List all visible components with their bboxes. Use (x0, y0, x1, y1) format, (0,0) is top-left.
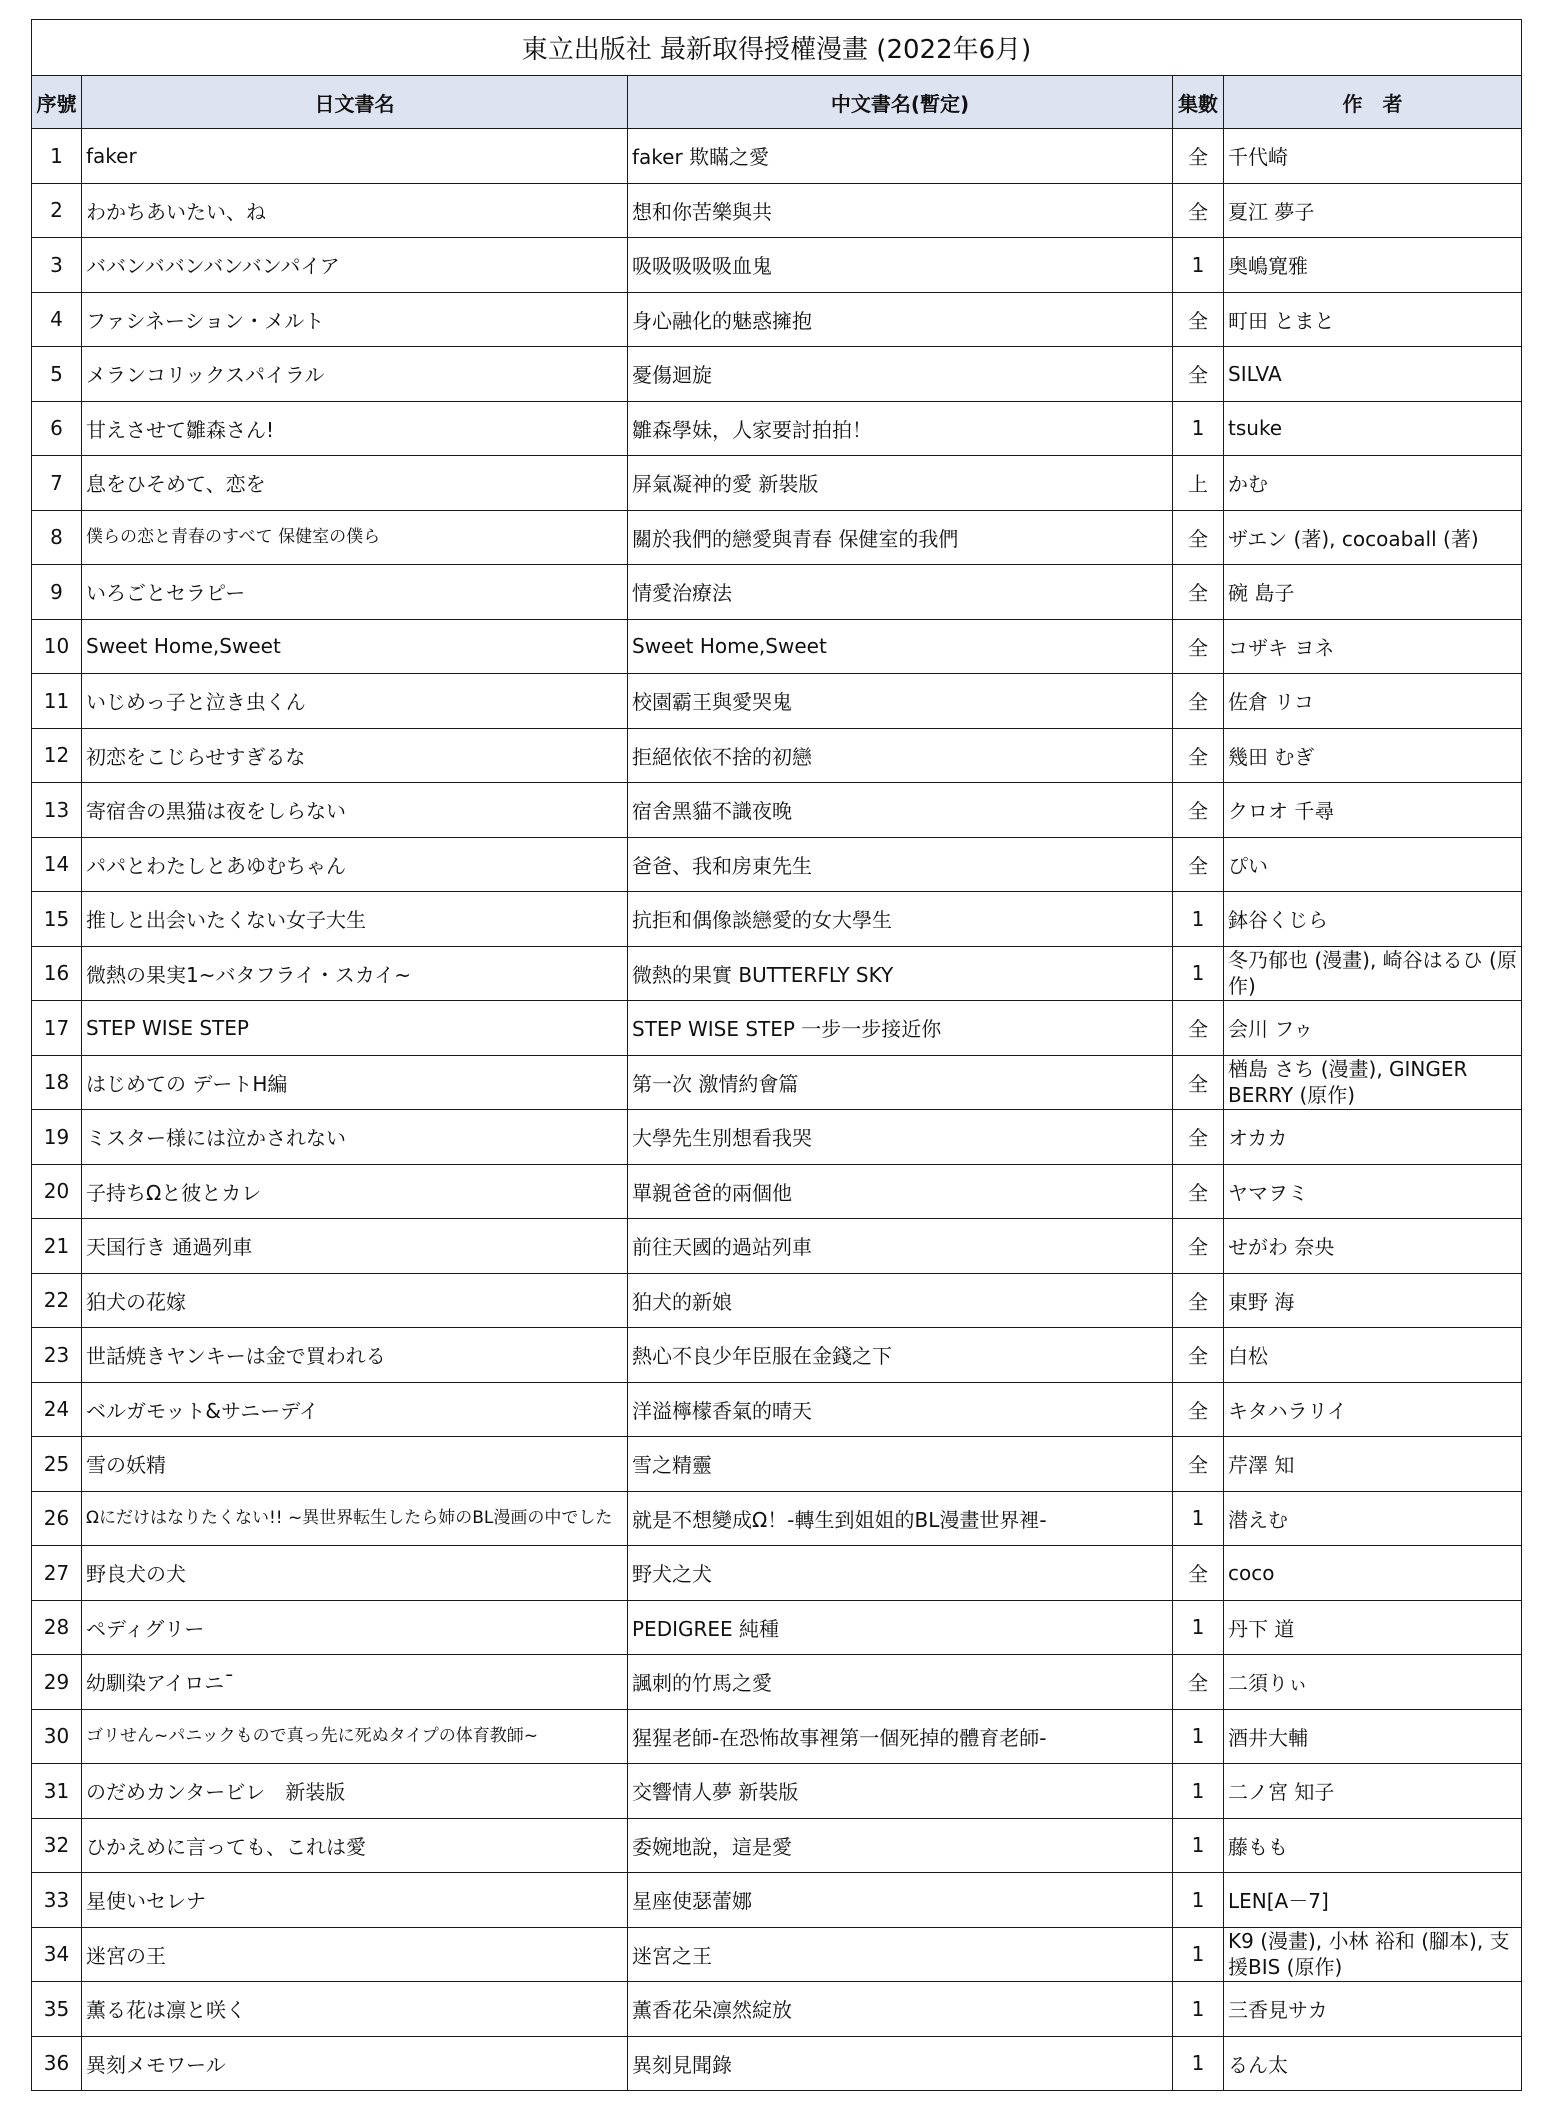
volume-count: 全 (1173, 1001, 1224, 1056)
author-name: るん太 (1224, 2036, 1522, 2091)
japanese-title: 息をひそめて、恋を (82, 456, 628, 511)
manga-license-table (31, 19, 1522, 2091)
row-number: 9 (32, 565, 82, 620)
chinese-title: 諷刺的竹馬之愛 (628, 1655, 1173, 1710)
row-number: 34 (32, 1927, 82, 1982)
author-name: 千代崎 (1224, 129, 1522, 184)
row-number: 36 (32, 2036, 82, 2091)
table-row (32, 1382, 1522, 1437)
author-name: ザエン (著), cocoaball (著) (1224, 510, 1522, 565)
row-number: 17 (32, 1001, 82, 1056)
row-number: 7 (32, 456, 82, 511)
japanese-title: ババンババンバンバンパイア (82, 238, 628, 293)
japanese-title: 微熱の果実1~バタフライ・スカイ~ (82, 946, 628, 1001)
table-row (32, 1273, 1522, 1328)
japanese-title: ベルガモット&サニーデイ (82, 1382, 628, 1437)
header-volumes: 集數 (1173, 76, 1224, 129)
row-number: 4 (32, 292, 82, 347)
table-row (32, 401, 1522, 456)
row-number: 5 (32, 347, 82, 402)
row-number: 24 (32, 1382, 82, 1437)
row-number: 23 (32, 1328, 82, 1383)
volume-count: 全 (1173, 1219, 1224, 1274)
volume-count: 1 (1173, 1709, 1224, 1764)
table-row (32, 238, 1522, 293)
author-name: coco (1224, 1546, 1522, 1601)
author-name: 白松 (1224, 1328, 1522, 1383)
author-name: クロオ 千尋 (1224, 783, 1522, 838)
author-name: LEN[A－7] (1224, 1873, 1522, 1928)
japanese-title: 甘えさせて雛森さん! (82, 401, 628, 456)
volume-count: 全 (1173, 837, 1224, 892)
chinese-title: 洋溢檸檬香氣的晴天 (628, 1382, 1173, 1437)
chinese-title: 關於我們的戀愛與青春 保健室的我們 (628, 510, 1173, 565)
table-row (32, 1328, 1522, 1383)
japanese-title: いろごとセラピー (82, 565, 628, 620)
chinese-title: 第一次 激情約會篇 (628, 1055, 1173, 1110)
author-name: 東野 海 (1224, 1273, 1522, 1328)
author-name: キタハラリイ (1224, 1382, 1522, 1437)
chinese-title: 情愛治療法 (628, 565, 1173, 620)
row-number: 10 (32, 619, 82, 674)
chinese-title: 拒絕依依不捨的初戀 (628, 728, 1173, 783)
table-title: 東立出版社 最新取得授權漫畫 (2022年6月) (32, 20, 1522, 76)
table-row (32, 510, 1522, 565)
table-row (32, 728, 1522, 783)
table-row (32, 619, 1522, 674)
author-name: 碗 島子 (1224, 565, 1522, 620)
japanese-title: 野良犬の犬 (82, 1546, 628, 1601)
volume-count: 全 (1173, 1055, 1224, 1110)
volume-count: 全 (1173, 619, 1224, 674)
author-name: 町田 とまと (1224, 292, 1522, 347)
author-name: 酒井大輔 (1224, 1709, 1522, 1764)
table-row (32, 2036, 1522, 2091)
table-row (32, 1709, 1522, 1764)
volume-count: 1 (1173, 1927, 1224, 1982)
volume-count: 全 (1173, 183, 1224, 238)
japanese-title: ミスター様には泣かされない (82, 1110, 628, 1165)
chinese-title: 大學先生別想看我哭 (628, 1110, 1173, 1165)
japanese-title: 寄宿舎の黒猫は夜をしらない (82, 783, 628, 838)
header-number: 序號 (32, 76, 82, 129)
chinese-title: 熱心不良少年臣服在金錢之下 (628, 1328, 1173, 1383)
author-name: 二須りぃ (1224, 1655, 1522, 1710)
table-row (32, 946, 1522, 1001)
volume-count: 全 (1173, 129, 1224, 184)
japanese-title: faker (82, 129, 628, 184)
table-row (32, 1055, 1522, 1110)
chinese-title: 雪之精靈 (628, 1437, 1173, 1492)
row-number: 32 (32, 1818, 82, 1873)
chinese-title: 野犬之犬 (628, 1546, 1173, 1601)
table-row (32, 674, 1522, 729)
table-row (32, 1491, 1522, 1546)
table-row (32, 1219, 1522, 1274)
japanese-title: 薫る花は凛と咲く (82, 1982, 628, 2037)
chinese-title: 吸吸吸吸吸血鬼 (628, 238, 1173, 293)
japanese-title: STEP WISE STEP (82, 1001, 628, 1056)
table-row (32, 1110, 1522, 1165)
japanese-title: パパとわたしとあゆむちゃん (82, 837, 628, 892)
author-name: コザキ ヨネ (1224, 619, 1522, 674)
chinese-title: 雛森學妹，人家要討拍拍！ (628, 401, 1173, 456)
chinese-title: 猩猩老師-在恐怖故事裡第一個死掉的體育老師- (628, 1709, 1173, 1764)
author-name: SILVA (1224, 347, 1522, 402)
chinese-title: Sweet Home,Sweet (628, 619, 1173, 674)
japanese-title: ペディグリー (82, 1600, 628, 1655)
row-number: 26 (32, 1491, 82, 1546)
row-number: 29 (32, 1655, 82, 1710)
header-chinese-title: 中文書名(暫定) (628, 76, 1173, 129)
row-number: 8 (32, 510, 82, 565)
volume-count: 上 (1173, 456, 1224, 511)
author-name: 三香見サカ (1224, 1982, 1522, 2037)
author-name: 楢島 さち (漫畫), GINGER BERRY (原作) (1224, 1055, 1522, 1110)
row-number: 2 (32, 183, 82, 238)
volume-count: 1 (1173, 401, 1224, 456)
table-row (32, 347, 1522, 402)
table-row (32, 1164, 1522, 1219)
row-number: 33 (32, 1873, 82, 1928)
chinese-title: 單親爸爸的兩個他 (628, 1164, 1173, 1219)
chinese-title: 迷宮之王 (628, 1927, 1173, 1982)
author-name: 鉢谷くじら (1224, 892, 1522, 947)
chinese-title: faker 欺瞞之愛 (628, 129, 1173, 184)
author-name: かむ (1224, 456, 1522, 511)
author-name: ヤマヲミ (1224, 1164, 1522, 1219)
japanese-title: 幼馴染アイロニ¯ (82, 1655, 628, 1710)
japanese-title: 雪の妖精 (82, 1437, 628, 1492)
row-number: 30 (32, 1709, 82, 1764)
japanese-title: 世話焼きヤンキーは金で買われる (82, 1328, 628, 1383)
chinese-title: 星座使瑟蕾娜 (628, 1873, 1173, 1928)
japanese-title: ひかえめに言っても、これは愛 (82, 1818, 628, 1873)
volume-count: 全 (1173, 728, 1224, 783)
table-row (32, 1655, 1522, 1710)
row-number: 11 (32, 674, 82, 729)
row-number: 16 (32, 946, 82, 1001)
chinese-title: 身心融化的魅惑擁抱 (628, 292, 1173, 347)
chinese-title: 爸爸、我和房東先生 (628, 837, 1173, 892)
table-body (32, 129, 1522, 2091)
volume-count: 全 (1173, 1382, 1224, 1437)
japanese-title: 推しと出会いたくない女子大生 (82, 892, 628, 947)
japanese-title: ファシネーション・メルト (82, 292, 628, 347)
table-row (32, 292, 1522, 347)
volume-count: 全 (1173, 565, 1224, 620)
author-name: 夏江 夢子 (1224, 183, 1522, 238)
row-number: 22 (32, 1273, 82, 1328)
table-row (32, 1546, 1522, 1601)
volume-count: 1 (1173, 238, 1224, 293)
table-row (32, 456, 1522, 511)
japanese-title: のだめカンタービレ 新装版 (82, 1764, 628, 1819)
volume-count: 1 (1173, 946, 1224, 1001)
author-name: 藤もも (1224, 1818, 1522, 1873)
volume-count: 1 (1173, 1600, 1224, 1655)
author-name: tsuke (1224, 401, 1522, 456)
table-row (32, 1873, 1522, 1928)
chinese-title: STEP WISE STEP 一步一步接近你 (628, 1001, 1173, 1056)
chinese-title: 宿舍黑貓不識夜晚 (628, 783, 1173, 838)
japanese-title: 子持ちΩと彼とカレ (82, 1164, 628, 1219)
volume-count: 1 (1173, 1764, 1224, 1819)
chinese-title: 屏氣凝神的愛 新裝版 (628, 456, 1173, 511)
row-number: 1 (32, 129, 82, 184)
row-number: 3 (32, 238, 82, 293)
volume-count: 1 (1173, 1982, 1224, 2037)
row-number: 21 (32, 1219, 82, 1274)
table-row (32, 1600, 1522, 1655)
author-name: 会川 フゥ (1224, 1001, 1522, 1056)
table-row (32, 1764, 1522, 1819)
japanese-title: いじめっ子と泣き虫くん (82, 674, 628, 729)
author-name: オカカ (1224, 1110, 1522, 1165)
japanese-title: わかちあいたい、ね (82, 183, 628, 238)
table-row (32, 1982, 1522, 2037)
row-number: 12 (32, 728, 82, 783)
japanese-title: 狛犬の花嫁 (82, 1273, 628, 1328)
author-name: 佐倉 リコ (1224, 674, 1522, 729)
author-name: K9 (漫畫), 小林 裕和 (腳本), 支援BIS (原作) (1224, 1927, 1522, 1982)
chinese-title: 想和你苦樂與共 (628, 183, 1173, 238)
chinese-title: 抗拒和偶像談戀愛的女大學生 (628, 892, 1173, 947)
volume-count: 全 (1173, 1437, 1224, 1492)
volume-count: 1 (1173, 1491, 1224, 1546)
header-author: 作 者 (1224, 76, 1522, 129)
chinese-title: 憂傷迴旋 (628, 347, 1173, 402)
volume-count: 全 (1173, 1273, 1224, 1328)
volume-count: 全 (1173, 510, 1224, 565)
table-row (32, 565, 1522, 620)
volume-count: 全 (1173, 1328, 1224, 1383)
japanese-title: 迷宮の王 (82, 1927, 628, 1982)
author-name: せがわ 奈央 (1224, 1219, 1522, 1274)
row-number: 15 (32, 892, 82, 947)
chinese-title: 薫香花朵凛然綻放 (628, 1982, 1173, 2037)
chinese-title: 前往天國的過站列車 (628, 1219, 1173, 1274)
japanese-title: Sweet Home,Sweet (82, 619, 628, 674)
japanese-title: 天国行き 通過列車 (82, 1219, 628, 1274)
chinese-title: 就是不想變成Ω！-轉生到姐姐的BL漫畫世界裡- (628, 1491, 1173, 1546)
volume-count: 全 (1173, 674, 1224, 729)
row-number: 27 (32, 1546, 82, 1601)
table-row (32, 1437, 1522, 1492)
row-number: 20 (32, 1164, 82, 1219)
chinese-title: 校園霸王與愛哭鬼 (628, 674, 1173, 729)
japanese-title: 星使いセレナ (82, 1873, 628, 1928)
chinese-title: 異刻見聞錄 (628, 2036, 1173, 2091)
chinese-title: 狛犬的新娘 (628, 1273, 1173, 1328)
japanese-title: Ωにだけはなりたくない!! ~異世界転生したら姉のBL漫画の中でした (82, 1491, 628, 1546)
volume-count: 全 (1173, 1110, 1224, 1165)
volume-count: 全 (1173, 347, 1224, 402)
author-name: ぴい (1224, 837, 1522, 892)
volume-count: 1 (1173, 2036, 1224, 2091)
row-number: 25 (32, 1437, 82, 1492)
table-row (32, 1818, 1522, 1873)
chinese-title: PEDIGREE 純種 (628, 1600, 1173, 1655)
author-name: 冬乃郁也 (漫畫), 崎谷はるひ (原作) (1224, 946, 1522, 1001)
row-number: 14 (32, 837, 82, 892)
table-row (32, 892, 1522, 947)
row-number: 35 (32, 1982, 82, 2037)
volume-count: 全 (1173, 1655, 1224, 1710)
author-name: 丹下 道 (1224, 1600, 1522, 1655)
table-row (32, 837, 1522, 892)
row-number: 13 (32, 783, 82, 838)
row-number: 18 (32, 1055, 82, 1110)
volume-count: 全 (1173, 783, 1224, 838)
row-number: 28 (32, 1600, 82, 1655)
author-name: 奥嶋寛雅 (1224, 238, 1522, 293)
table-row (32, 783, 1522, 838)
author-name: 幾田 むぎ (1224, 728, 1522, 783)
japanese-title: 初恋をこじらせすぎるな (82, 728, 628, 783)
volume-count: 全 (1173, 1546, 1224, 1601)
author-name: 二ノ宮 知子 (1224, 1764, 1522, 1819)
japanese-title: メランコリックスパイラル (82, 347, 628, 402)
volume-count: 全 (1173, 292, 1224, 347)
japanese-title: 異刻メモワール (82, 2036, 628, 2091)
volume-count: 1 (1173, 1873, 1224, 1928)
japanese-title: ゴリせん~パニックもので真っ先に死ぬタイプの体育教師~ (82, 1709, 628, 1764)
row-number: 6 (32, 401, 82, 456)
volume-count: 全 (1173, 1164, 1224, 1219)
chinese-title: 交響情人夢 新裝版 (628, 1764, 1173, 1819)
author-name: 潜えむ (1224, 1491, 1522, 1546)
row-number: 31 (32, 1764, 82, 1819)
japanese-title: 僕らの恋と青春のすべて 保健室の僕ら (82, 510, 628, 565)
chinese-title: 微熱的果實 BUTTERFLY SKY (628, 946, 1173, 1001)
author-name: 芹澤 知 (1224, 1437, 1522, 1492)
volume-count: 1 (1173, 1818, 1224, 1873)
table-row (32, 1927, 1522, 1982)
table-row (32, 129, 1522, 184)
table-row (32, 1001, 1522, 1056)
chinese-title: 委婉地說，這是愛 (628, 1818, 1173, 1873)
japanese-title: はじめての デートH編 (82, 1055, 628, 1110)
volume-count: 1 (1173, 892, 1224, 947)
header-japanese-title: 日文書名 (82, 76, 628, 129)
row-number: 19 (32, 1110, 82, 1165)
table-row (32, 183, 1522, 238)
